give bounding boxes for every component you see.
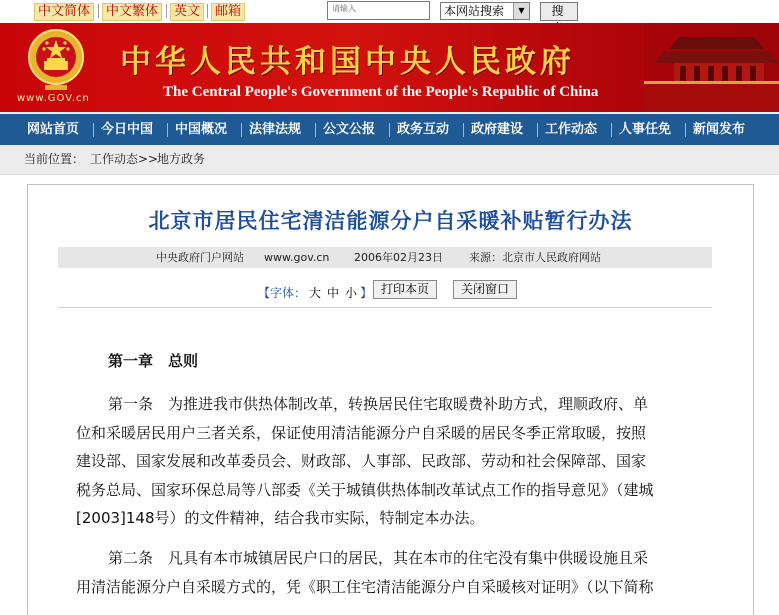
site-url: www.GOV.cn	[17, 93, 90, 104]
breadcrumb-link-local-affairs[interactable]: 地方政务	[157, 152, 206, 166]
meta-date: 2006年02月23日	[354, 251, 443, 264]
top-utility-bar	[0, 0, 779, 23]
paragraph-line: 用清洁能源分户自采暖方式的，凭《职工住宅清洁能源分户自采暖核对证明》（以下简称	[76, 577, 654, 596]
divider	[207, 4, 208, 18]
meta-site: www.gov.cn	[264, 251, 330, 264]
site-banner	[0, 23, 779, 112]
font-size-label: 【字体：	[258, 286, 307, 300]
article-meta	[58, 247, 712, 268]
article-paragraph-2	[76, 544, 696, 601]
national-emblem-icon[interactable]	[27, 27, 85, 91]
paragraph-line: 第一条 为推进我市供热体制改革，转换居民住宅取暖费补助方式，理顺政府、单	[108, 395, 649, 413]
close-window-button[interactable]: 关闭窗口	[453, 280, 517, 299]
nav-item-home[interactable]: 网站首页	[27, 122, 80, 137]
lang-link-simplified[interactable]: 中文简体	[34, 3, 94, 21]
paragraph-line: 税务总局、国家环保总局等八部委《关于城镇供热体制改革试点工作的指导意见》（建城	[76, 480, 654, 499]
nav-item-gov-building[interactable]: 政府建设	[471, 122, 524, 137]
divider	[685, 123, 686, 137]
article-paragraph-1	[76, 390, 696, 533]
paragraph-line: 位和采暖居民用户三者关系，保证使用清洁能源分户自采暖的居民冬季正常取暖，按照	[76, 423, 647, 442]
divider	[166, 4, 167, 18]
breadcrumb-link-work-news[interactable]: 工作动态>>	[90, 152, 159, 166]
print-button[interactable]: 打印本页	[373, 280, 437, 299]
divider	[463, 123, 464, 137]
search-button[interactable]: 搜	[540, 2, 578, 21]
article-title: 北京市居民住宅清洁能源分户自采暖补贴暂行办法	[148, 209, 633, 233]
site-title-cn[interactable]: 中华人民共和国中央人民政府	[120, 44, 575, 80]
paragraph-line: 第二条 凡具有本市城镇居民户口的居民，其在本市的住宅没有集中供暖设施且采	[108, 549, 649, 567]
nav-item-today-china[interactable]: 今日中国	[101, 122, 154, 137]
site-title-en: The Central People's Government of the People's Republic of China	[163, 84, 599, 100]
article-frame	[27, 184, 754, 615]
search-scope-value: 本网站搜索	[444, 4, 505, 18]
divider	[537, 123, 538, 137]
nav-item-appointments[interactable]: 人事任免	[619, 122, 672, 137]
nav-item-china-overview[interactable]: 中国概况	[175, 122, 228, 137]
font-size-small[interactable]: 小	[345, 286, 358, 300]
nav-item-work-news[interactable]: 工作动态	[545, 122, 598, 137]
tiananmen-gate-icon	[644, 23, 779, 112]
lang-link-english[interactable]: 英文	[170, 3, 204, 21]
lang-link-traditional[interactable]: 中文繁体	[102, 3, 162, 21]
font-size-switcher	[258, 284, 372, 301]
divider	[241, 123, 242, 137]
meta-publisher: 中央政府门户网站	[156, 251, 244, 264]
nav-item-documents[interactable]: 公文公报	[323, 122, 376, 137]
divider	[167, 123, 168, 137]
chevron-down-icon[interactable]: ▼	[513, 3, 529, 19]
search-input[interactable]	[327, 1, 430, 20]
nav-item-laws[interactable]: 法律法规	[249, 122, 302, 137]
font-size-close: 】	[360, 286, 373, 300]
search-scope-select[interactable]	[440, 2, 530, 20]
breadcrumb-label: 当前位置：	[24, 152, 85, 166]
divider	[315, 123, 316, 137]
mailbox-link[interactable]: 邮箱	[211, 3, 245, 21]
divider	[93, 123, 94, 137]
nav-item-interaction[interactable]: 政务互动	[397, 122, 450, 137]
nav-item-press[interactable]: 新闻发布	[693, 122, 746, 137]
paragraph-line: 建设部、国家发展和改革委员会、财政部、人事部、民政部、劳动和社会保障部、国家	[76, 452, 647, 470]
meta-source: 来源：北京市人民政府网站	[469, 251, 601, 264]
divider	[389, 123, 390, 137]
breadcrumb	[0, 145, 779, 175]
main-nav	[0, 112, 779, 145]
font-size-large[interactable]: 大	[309, 286, 322, 300]
font-size-medium[interactable]: 中	[327, 286, 340, 300]
divider	[98, 4, 99, 18]
chapter-heading: 第一章 总则	[108, 352, 199, 370]
divider	[58, 307, 712, 308]
divider	[611, 123, 612, 137]
search-placeholder: 请输入	[332, 4, 356, 13]
paragraph-line: [2003]148号）的文件精神，结合我市实际，特制定本办法。	[76, 509, 485, 527]
